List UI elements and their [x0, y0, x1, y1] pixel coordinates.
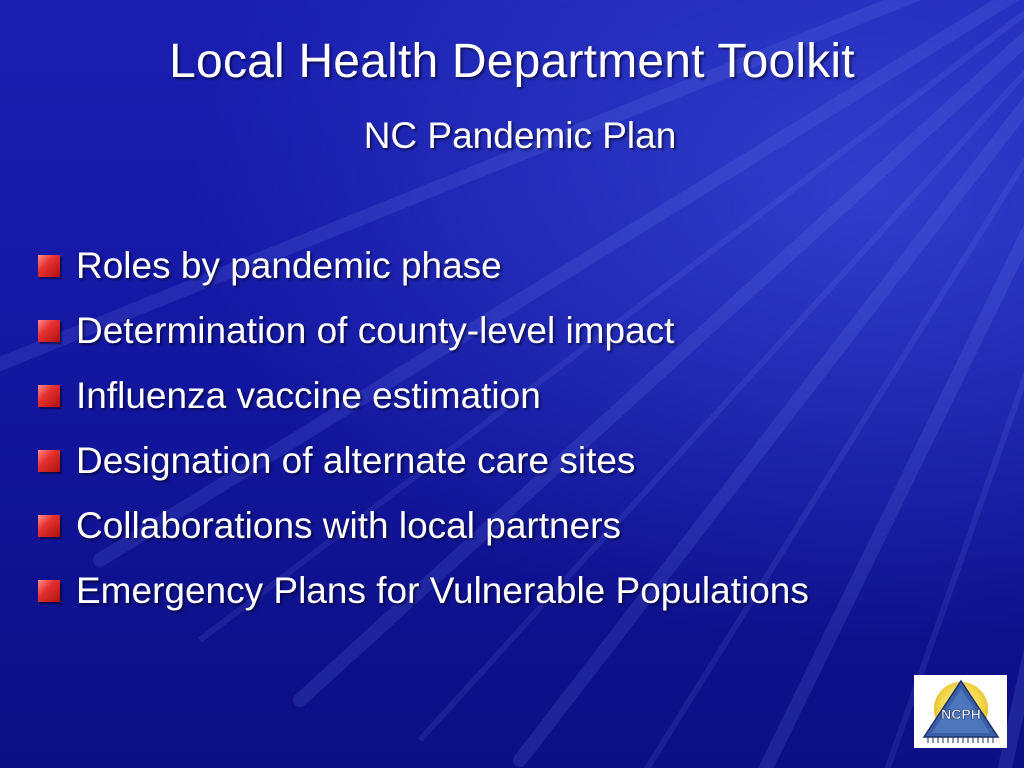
bullet-square-icon: [38, 385, 60, 407]
bullet-text: Designation of alternate care sites: [76, 440, 636, 481]
slide-title: Local Health Department Toolkit: [169, 35, 855, 88]
bullet-square-icon: [38, 515, 60, 537]
bullet-square-icon: [38, 255, 60, 277]
bullet-square-icon: [38, 580, 60, 602]
ncph-logo: [914, 675, 1007, 748]
bullet-text: Emergency Plans for Vulnerable Populations: [76, 570, 809, 611]
bullet-text: Collaborations with local partners: [76, 505, 621, 546]
bullet-item: [38, 435, 809, 500]
bullet-item: [38, 240, 809, 305]
bullet-item: [38, 305, 809, 370]
slide-subtitle: NC Pandemic Plan: [363, 115, 677, 156]
bullet-square-icon: [38, 450, 60, 472]
logo-text: NCPH: [941, 706, 981, 722]
bullet-item: [38, 500, 809, 565]
bullet-text: Influenza vaccine estimation: [76, 375, 541, 416]
bullet-text: Roles by pandemic phase: [76, 245, 502, 286]
ncph-logo-icon: [914, 675, 1007, 748]
bullet-item: [38, 565, 809, 630]
bullet-list: [38, 240, 809, 630]
bullet-text: Determination of county-level impact: [76, 310, 675, 351]
bullet-square-icon: [38, 320, 60, 342]
bullet-item: [38, 370, 809, 435]
